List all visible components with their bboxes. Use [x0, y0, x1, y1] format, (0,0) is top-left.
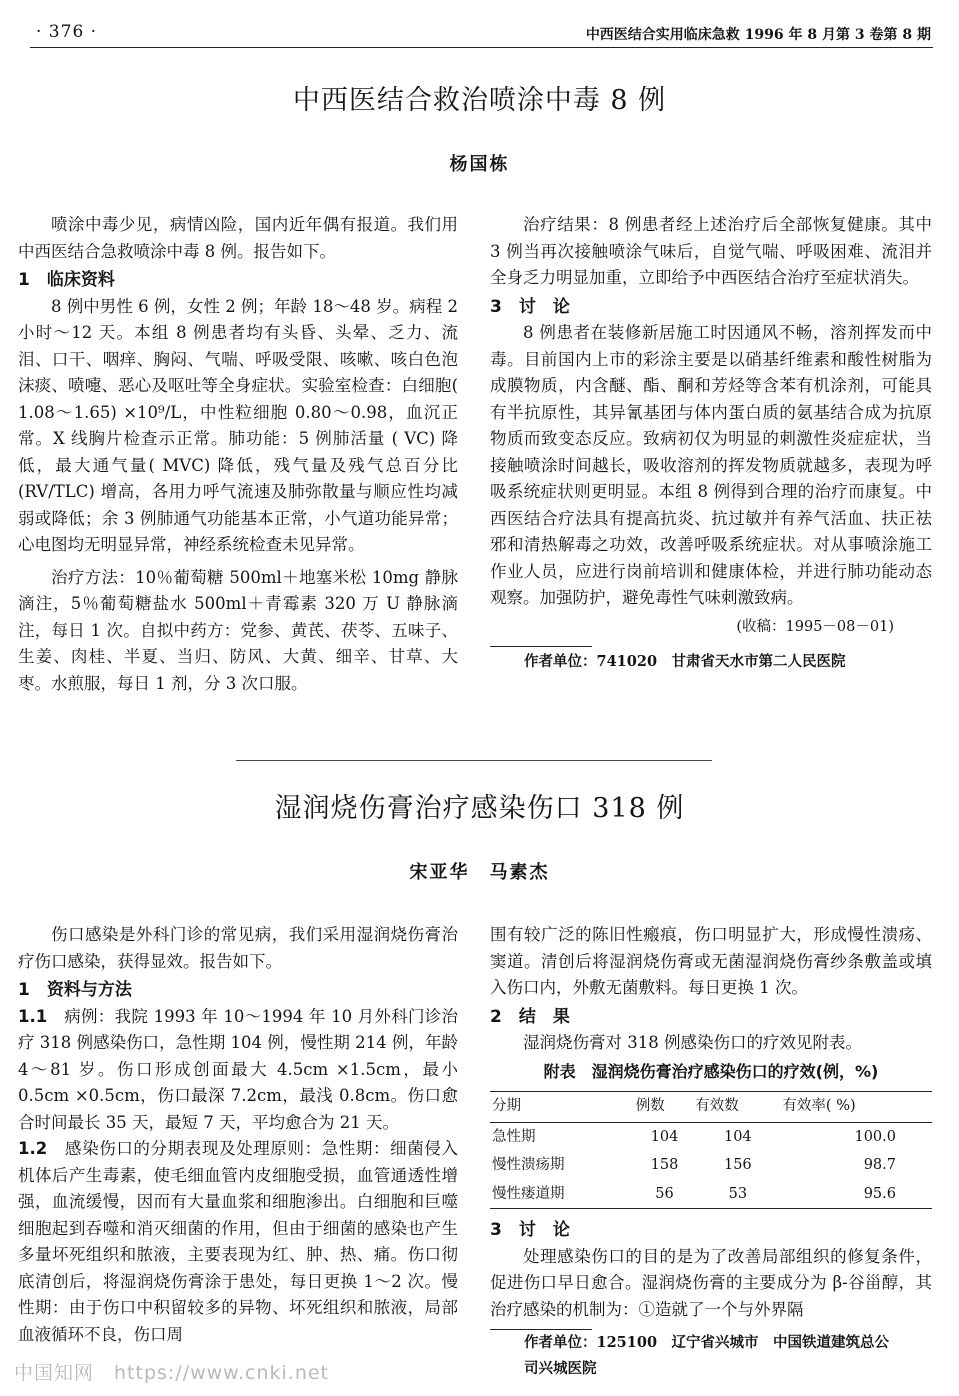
article1-intro: 喷涂中毒少见，病情凶险，国内近年偶有报道。我们用中西医结合急救喷涂中毒 8 例。报告如下。	[18, 215, 458, 261]
table-header-row	[490, 1091, 932, 1122]
article2-section1-2-text: 感染伤口的分期表现及处理原则：急性期：细菌侵入机体后产生毒素，使毛细血管内皮细胞受损，血管通透性增强，血流缓慢，因而有大量血浆和细胞渗出。白细胞和巨噬细胞起到吞噬和消灭细菌的作用，但由于细菌的感染也产生多量坏死组织和脓液，主要表现为红、肿、热、痛。伤口彻底清创后，将湿润烧伤膏涂于患处，每日更换 1～2 次。慢性期：由于伤口中积留较多的异物、坏死组织和脓液，局部血液循环不良，伤口周	[18, 1139, 459, 1344]
article2-authors: 宋亚华 马素杰	[409, 862, 550, 883]
article2-results-heading: 2 结 果	[490, 1006, 570, 1027]
article1-title: 中西医结合救治喷涂中毒 8 例	[292, 85, 667, 116]
article2-section1-heading: 1 资料与方法	[18, 980, 132, 1000]
page-number: · 376 ·	[36, 22, 98, 42]
efficacy-table-caption: 附表 湿润烧伤膏治疗感染伤口的疗效(例，%)	[543, 1061, 879, 1081]
table-header-cell: 分期	[492, 1098, 521, 1115]
article-separator	[236, 760, 712, 761]
table-row	[490, 1122, 932, 1151]
article1-results-paragraph: 治疗结果：8 例患者经上述治疗后全部恢复健康。其中 3 例当再次接触喷涂气味后，自觉气喘、呼吸困难、流泪并全身乏力明显加重，立即给予中西医结合治疗至症状消失。	[490, 215, 932, 287]
header-rule	[30, 47, 933, 48]
article1-left-column	[18, 212, 458, 697]
table-cell: 156	[723, 1157, 752, 1173]
article1-author: 杨国栋	[449, 154, 510, 175]
table-cell: 56	[655, 1185, 674, 1202]
table-cell: 53	[728, 1185, 748, 1202]
article2-left-column	[18, 922, 458, 1348]
article1-section1-heading: 1 临床资料	[18, 270, 115, 290]
table-cell: 慢性溃疡期	[492, 1157, 565, 1173]
table-cell: 慢性瘘道期	[492, 1185, 565, 1202]
article1-right-column	[490, 212, 932, 673]
article2-affiliation-line1: 作者单位：125100 辽宁省兴城市 中国铁道建筑总公	[524, 1334, 890, 1351]
article2-section1-1-text: 病例：我院 1993 年 10～1994 年 10 月外科门诊治疗 318 例感染伤口，急性期 104 例，慢性期 214 例，年龄 4～81 岁。伤口形成创面最大 4.5cm ×1.5cm，最小 0.5cm ×0.5cm，伤口最深 7.2cm，最浅 0.8cm。伤口愈合时间最长 35 天，最短 7 天，平均愈合为 21 天。	[18, 1006, 458, 1132]
article1-received-date: (收稿：1995－08－01)	[736, 618, 894, 635]
table-cell: 104	[650, 1128, 679, 1145]
article2-title: 湿润烧伤膏治疗感染伤口 318 例	[274, 793, 685, 824]
article1-affiliation: 作者单位：741020 甘肃省天水市第二人民医院	[524, 653, 846, 670]
cnki-watermark: 中国知网 https://www.cnki.net	[14, 1362, 330, 1384]
article2-intro: 伤口感染是外科门诊的常见病，我们采用湿润烧伤膏治疗伤口感染，获得显效。报告如下。	[18, 925, 458, 971]
article2-section1-2-number: 1.2	[18, 1139, 48, 1158]
table-row	[490, 1151, 932, 1180]
table-row	[490, 1180, 932, 1209]
article1-section1-paragraph2: 治疗方法：10％葡萄糖 500ml＋地塞米松 10mg 静脉滴注，5％葡萄糖盐水 500ml＋青霉素 320 万 U 静脉滴注，每日 1 次。自拟中药方：党参、黄芪、茯苓、五味子、生姜、肉桂、半夏、当归、防风、大黄、细辛、甘草、大枣。水煎服，每日 1 剂，分 3 次口服。	[18, 567, 458, 693]
table-cell: 158	[650, 1157, 679, 1173]
table-header-cell: 有效数	[695, 1098, 739, 1115]
table-header-cell: 例数	[635, 1098, 665, 1115]
article2-discussion-heading: 3 讨 论	[490, 1220, 570, 1240]
efficacy-table	[490, 1059, 932, 1210]
table-header-cell: 有效率( %)	[782, 1098, 856, 1115]
article2-section1-1-number: 1.1	[18, 1006, 48, 1026]
article1-discussion-paragraph: 8 例患者在装修新居施工时因通风不畅，溶剂挥发而中毒。目前国内上市的彩涂主要是以硝基纤维素和酸性树脂为成膜物质，内含醚、酯、酮和芳烃等含苯有机涂剂，可能具有半抗原性，其异氰基团与体内蛋白质的氨基结合成为抗原物质而致变态反应。致病初仅为明显的刺激性炎症症状，当接触喷涂时间越长，吸收溶剂的挥发物质就越多，表现为呼吸系统症状则更明显。本组 8 例得到合理的治疗而康复。中西医结合疗法具有提高抗炎、抗过敏并有养气活血、扶正祛邪和清热解毒之功效，改善呼吸系统症状。对从事喷涂施工作业人员，应进行岗前培训和健康体检，并进行肺功能动态观察。加强防护，避免毒性气味刺激致病。	[490, 323, 932, 607]
table-cell: 95.6	[863, 1185, 896, 1202]
article2-discussion-paragraph: 处理感染伤口的目的是为了改善局部组织的修复条件，促进伤口早日愈合。湿润烧伤膏的主要成分为 β-谷甾醇，其治疗感染的机制为：①造就了一个与外界隔	[490, 1246, 932, 1319]
table-cell: 104	[723, 1128, 752, 1145]
article2-results-paragraph: 湿润烧伤膏对 318 例感染伤口的疗效见附表。	[523, 1033, 862, 1052]
article1-footnote-rule	[490, 646, 592, 647]
article2-affiliation-line2: 司兴城医院	[524, 1360, 597, 1377]
table-cell: 98.7	[863, 1157, 896, 1173]
table-cell: 100.0	[854, 1128, 896, 1145]
journal-running-head: 中西医结合实用临床急救 1996 年 8 月第 3 卷第 8 期	[585, 27, 931, 43]
article2-continued-paragraph: 围有较广泛的陈旧性瘢痕，伤口明显扩大，形成慢性溃疡、窦道。清创后将湿润烧伤膏或无菌湿润烧伤膏纱条敷盖或填入伤口内，外敷无菌敷料。每日更换 1 次。	[490, 925, 932, 997]
article1-section1-paragraph1: 8 例中男性 6 例，女性 2 例；年龄 18～48 岁。病程 2 小时～12 天。本组 8 例患者均有头昏、头晕、乏力、流泪、口干、咽痒、胸闷、气喘、呼吸受限、咳嗽、咳白色泡沫痰、喷嚏、恶心及呕吐等全身症状。实验室检查：白细胞( 1.08～1.65) ×10⁹/L，中性粒细胞 0.80～0.98，血沉正常。X 线胸片检查示正常。肺功能：5 例肺活量 ( VC) 降低，最大通气量( MVC) 降低，残气量及残气总百分比(RV/TLC) 增高，各用力呼气流速及肺弥散量与顺应性均减弱或降低；余 3 例肺通气功能基本正常，小气道功能异常；心电图均无明显异常，神经系统检查未见异常。	[18, 296, 458, 554]
article2-right-column	[490, 922, 932, 1382]
article2-affiliation	[490, 1330, 932, 1382]
article1-discussion-heading: 3 讨 论	[490, 296, 570, 317]
table-cell: 急性期	[492, 1128, 536, 1145]
